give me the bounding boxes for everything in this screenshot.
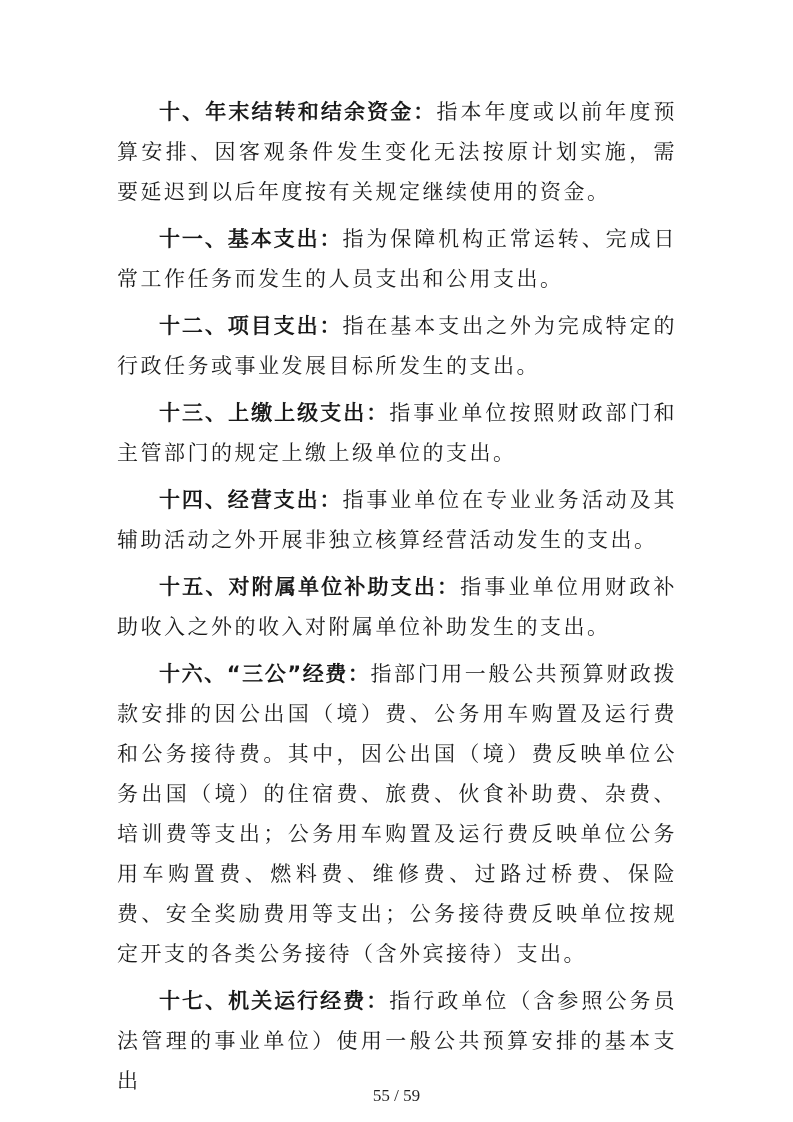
term-heading: 十四、经营支出：: [159, 488, 343, 512]
paragraph-10: [117, 92, 677, 212]
term-heading: 十一、基本支出：: [159, 227, 343, 251]
term-heading: 十三、上缴上级支出：: [159, 401, 390, 425]
term-definition: 指事业单位在专业业务活动及其辅助活动之外开展非独立核算经营活动发生的支出。: [117, 488, 678, 552]
term-definition: 指部门用一般公共预算财政拨款安排的因公出国（境）费、公务用车购置及运行费和公务接待费。其中，因公出国（境）费反映单位公务出国（境）的住宿费、旅费、伙食补助费、杂费、培训费等支出；公务用车购置及运行费反映单位公务用车购置费、燃料费、维修费、过路过桥费、保险费、安全奖励费用等支出；公务接待费反映单位按规定开支的各类公务接待（含外宾接待）支出。: [117, 662, 677, 966]
paragraph-12: [117, 306, 677, 386]
term-heading: 十二、项目支出：: [159, 314, 343, 338]
term-heading: 十五、对附属单位补助支出：: [159, 575, 461, 599]
term-definition: 指本年度或以前年度预算安排、因客观条件发生变化无法按原计划实施，需要延迟到以后年度按有关规定继续使用的资金。: [117, 100, 678, 204]
term-heading: 十七、机关运行经费：: [159, 989, 390, 1013]
document-body: [117, 92, 677, 1108]
paragraph-16: [117, 654, 677, 974]
paragraph-13: [117, 393, 677, 473]
paragraph-14: [117, 480, 677, 560]
term-definition: 指事业单位用财政补助收入之外的收入对附属单位补助发生的支出。: [117, 575, 678, 639]
paragraph-17: [117, 981, 677, 1101]
term-definition: 指事业单位按照财政部门和主管部门的规定上缴上级单位的支出。: [117, 401, 678, 465]
term-definition: 指为保障机构正常运转、完成日常工作任务而发生的人员支出和公用支出。: [117, 227, 678, 291]
term-heading: 十、年末结转和结余资金：: [159, 100, 437, 124]
paragraph-15: [117, 567, 677, 647]
term-definition: 指行政单位（含参照公务员法管理的事业单位）使用一般公共预算安排的基本支出: [117, 989, 678, 1093]
page-number: 55 / 59: [372, 1086, 421, 1105]
term-definition: 指在基本支出之外为完成特定的行政任务或事业发展目标所发生的支出。: [117, 314, 678, 378]
term-heading: 十六、“三公”经费：: [159, 662, 371, 686]
paragraph-11: [117, 219, 677, 299]
